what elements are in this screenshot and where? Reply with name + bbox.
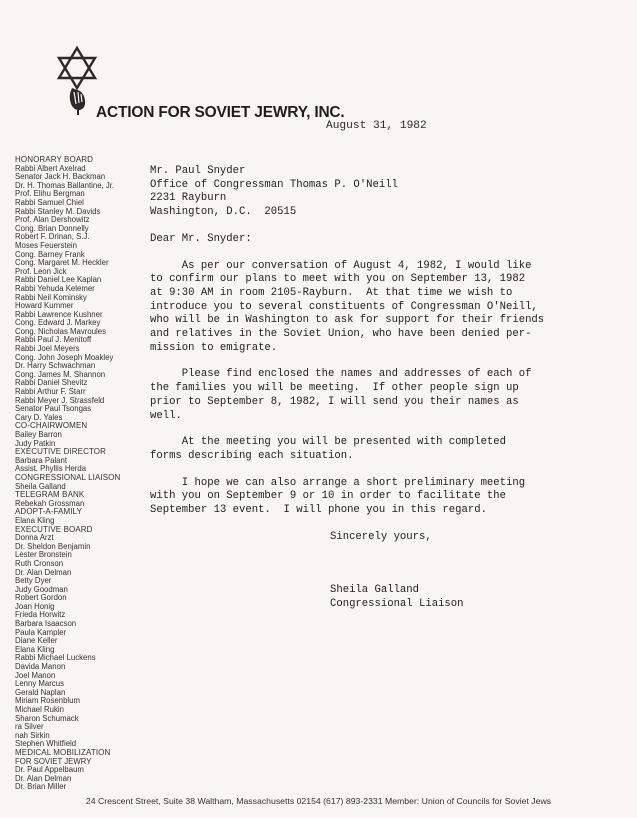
signature-space bbox=[330, 544, 620, 584]
letter-paragraph bbox=[150, 368, 620, 423]
paragraph-line: and relatives in the Soviet Union, who have been denied per- bbox=[150, 328, 532, 341]
sidebar-member: Paula Kampler bbox=[15, 627, 67, 637]
recipient-address bbox=[150, 165, 620, 220]
sidebar-member: Judy Patkin bbox=[15, 438, 56, 448]
sidebar-member: Frieda Horwitz bbox=[15, 610, 66, 620]
paragraph-line: to confirm our plans to meet with you on September 13, 1982 bbox=[150, 273, 526, 286]
org-name: ACTION FOR SOVIET JEWRY, INC. bbox=[96, 104, 345, 121]
sidebar-member: nah Sirkin bbox=[15, 730, 50, 740]
sidebar-member: Dr. Harry Schwachman bbox=[15, 361, 96, 371]
paragraph-line: at 9:30 AM in room 2105-Rayburn. At that time we wish to bbox=[150, 286, 513, 299]
paragraph-line: prior to September 8, 1982, I will send you their names as bbox=[150, 395, 519, 408]
sidebar-member: Robert F. Drinan, S.J. bbox=[15, 232, 90, 242]
sidebar-member: Barbara Palant bbox=[15, 455, 68, 465]
paragraph-line: As per our conversation of August 4, 1982, I would like bbox=[150, 259, 532, 272]
sidebar-member: Donna Arzt bbox=[15, 533, 54, 543]
sidebar-section-heading: CO-CHAIRWOMEN bbox=[15, 421, 88, 431]
paragraph-line: the families you will be meeting. If other people sign up bbox=[150, 382, 519, 395]
salutation: Dear Mr. Snyder: bbox=[150, 232, 252, 245]
sidebar-member: Dr. H. Thomas Ballantine, Jr. bbox=[15, 180, 115, 190]
sidebar-section bbox=[15, 526, 145, 749]
paragraph-line: forms describing each situation. bbox=[150, 449, 354, 462]
sidebar-section bbox=[15, 474, 145, 491]
sidebar-member: Prof. Leon Jick bbox=[15, 266, 67, 276]
letterhead-footer: 24 Crescent Street, Suite 38 Waltham, Massachusetts 02154 (617) 893-2331 Member: Union of Councils for Soviet Jews bbox=[85, 796, 552, 806]
sidebar-section-heading: EXECUTIVE BOARD bbox=[15, 524, 93, 534]
paragraph-line: September 13 event. I will phone you in this regard. bbox=[150, 504, 487, 517]
sidebar-section bbox=[15, 491, 145, 508]
letter-paragraph bbox=[150, 260, 620, 356]
sidebar-member: Dr. Brian Miller bbox=[15, 782, 67, 792]
sidebar-member: Senator Paul Tsongas bbox=[15, 404, 92, 414]
paragraph-line: At the meeting you will be presented with completed bbox=[150, 436, 507, 449]
sidebar-member: Rabbi Lawrence Kushner bbox=[15, 309, 103, 319]
sidebar-member: Cong. John Joseph Moakley bbox=[15, 352, 114, 362]
sidebar-section-heading: HONORARY BOARD bbox=[15, 155, 94, 164]
sidebar-section-heading: TELEGRAM BANK bbox=[15, 490, 85, 500]
sidebar-board-list bbox=[15, 156, 145, 792]
sidebar-member: Cong. Nicholas Mavroules bbox=[15, 326, 107, 336]
sidebar-member: Judy Goodman bbox=[15, 584, 68, 594]
closing-block bbox=[150, 531, 620, 612]
sidebar-member: Assist. Phyllis Herda bbox=[15, 464, 87, 474]
sidebar-section bbox=[15, 422, 145, 448]
sidebar-member: Dr. Alan Delman bbox=[15, 567, 72, 577]
sidebar-member: Rabbi Samuel Chiel bbox=[15, 197, 84, 207]
spacer bbox=[150, 355, 620, 368]
address-line: Office of Congressman Thomas P. O'Neill bbox=[150, 178, 398, 191]
paragraph-line: mission to emigrate. bbox=[150, 341, 278, 354]
sidebar-member: Rabbi Daniel Lee Kaplan bbox=[15, 275, 102, 285]
sidebar-member: Dr. Sheldon Benjamin bbox=[15, 541, 91, 551]
sidebar-member: Betty Dyer bbox=[15, 576, 52, 586]
sidebar-member: Moses Feuerstein bbox=[15, 240, 77, 250]
paragraph-line: Please find enclosed the names and addresses of each of bbox=[150, 368, 532, 381]
sidebar-member: Robert Gordon bbox=[15, 593, 67, 603]
address-line: 2231 Rayburn bbox=[150, 192, 227, 205]
sidebar-member: FOR SOVIET JEWRY bbox=[15, 756, 92, 766]
signer-name: Sheila Galland bbox=[330, 584, 420, 597]
sidebar-member: Rabbi Arthur F. Starr bbox=[15, 387, 86, 397]
paragraph-line: well. bbox=[150, 409, 182, 422]
address-line: Mr. Paul Snyder bbox=[150, 165, 246, 177]
sidebar-member: Rabbi Michael Luckens bbox=[15, 653, 96, 663]
sidebar-member: Cong. Margaret M. Heckler bbox=[15, 258, 109, 268]
sidebar-member: Miriam Rosenblum bbox=[15, 696, 80, 706]
sidebar-member: Elana Kling bbox=[15, 515, 55, 525]
sidebar-member: Senator Jack H. Backman bbox=[15, 172, 106, 182]
sidebar-member: Cong. Brian Donnelly bbox=[15, 223, 89, 233]
address-line: Washington, D.C. 20515 bbox=[150, 206, 297, 219]
sidebar-section-heading: CONGRESSIONAL LIAISON bbox=[15, 472, 121, 482]
sidebar-member: Lenny Marcus bbox=[15, 679, 64, 689]
sidebar-member: Sharon Schumack bbox=[15, 713, 79, 723]
sidebar-member: Rabbi Paul J. Menitoff bbox=[15, 335, 92, 345]
letter-paragraphs bbox=[150, 260, 620, 531]
sidebar-section-heading: ADOPT-A-FAMILY bbox=[15, 507, 83, 517]
sidebar-section-heading: MEDICAL MOBILIZATION bbox=[15, 747, 111, 757]
sidebar-member: Cong. James M. Shannon bbox=[15, 369, 106, 379]
letter-body bbox=[150, 165, 620, 612]
paragraph-line: who will be in Washington to ask for support for their friends bbox=[150, 314, 545, 327]
sidebar-member: Howard Kummer bbox=[15, 301, 74, 311]
spacer bbox=[150, 464, 620, 477]
letter-paragraph bbox=[150, 436, 620, 463]
sidebar-member: Dr. Alan Delman bbox=[15, 773, 72, 783]
sidebar-member: Cary D. Yales bbox=[15, 412, 63, 422]
sidebar-member: Ruth Cronson bbox=[15, 558, 64, 568]
paragraph-line: I hope we can also arrange a short preliminary meeting bbox=[150, 476, 526, 489]
sidebar-member: Rabbi Albert Axelrad bbox=[15, 163, 86, 173]
sidebar-member: Davida Manon bbox=[15, 662, 66, 672]
letter-paragraph bbox=[150, 477, 620, 518]
sidebar-member: Rabbi Daniel Shevitz bbox=[15, 378, 88, 388]
sidebar-member: Bailey Barron bbox=[15, 430, 62, 439]
sidebar-member: Cong. Barney Frank bbox=[15, 249, 85, 259]
sidebar-member: Gerald Naplan bbox=[15, 687, 66, 697]
sidebar-member: ra Silver bbox=[15, 722, 44, 732]
paragraph-line: with you on September 9 or 10 in order to facilitate the bbox=[150, 490, 507, 503]
sidebar-section bbox=[15, 508, 145, 525]
sidebar-section bbox=[15, 749, 145, 792]
sidebar-member: Sheila Galland bbox=[15, 481, 66, 491]
sidebar-member: Rabbi Meyer J. Strassfeld bbox=[15, 395, 105, 405]
sidebar-section bbox=[15, 448, 145, 474]
spacer bbox=[150, 247, 620, 260]
sidebar-member: Elana Kling bbox=[15, 644, 55, 654]
sidebar-member: Michael Rukin bbox=[15, 705, 64, 714]
sidebar-member: Joel Manon bbox=[15, 670, 56, 680]
sidebar-member: Rabbi Joel Meyers bbox=[15, 344, 80, 354]
sidebar-section-heading: EXECUTIVE DIRECTOR bbox=[15, 447, 106, 457]
spacer bbox=[150, 423, 620, 436]
sidebar-member: Rabbi Stanley M. Davids bbox=[15, 206, 101, 216]
sidebar-member: Diane Keller bbox=[15, 636, 58, 646]
paragraph-line: introduce you to several constituents of Congressman O'Neill, bbox=[150, 300, 538, 313]
sidebar-member: Cong. Edward J. Markey bbox=[15, 318, 101, 328]
sidebar-member: Dr. Paul Appelbaum bbox=[15, 765, 84, 775]
sidebar-member: Lester Bronstein bbox=[15, 550, 72, 560]
spacer bbox=[150, 518, 620, 531]
sidebar-member: Barbara Isaacson bbox=[15, 619, 77, 629]
sidebar-member: Prof. Alan Dershowitz bbox=[15, 215, 90, 225]
sidebar-section bbox=[15, 156, 145, 422]
sidebar-member: Stephen Whitfield bbox=[15, 739, 77, 749]
signer-title: Congressional Liaison bbox=[330, 598, 464, 611]
sidebar-member: Rabbi Yehuda Kelemer bbox=[15, 283, 95, 293]
sidebar-member: Rabbi Neil Kominsky bbox=[15, 292, 87, 302]
closing: Sincerely yours, bbox=[330, 530, 432, 543]
sidebar-member: Joan Honig bbox=[15, 601, 55, 611]
spacer bbox=[150, 220, 620, 233]
letter-date: August 31, 1982 bbox=[326, 120, 427, 132]
sidebar-member: Rebekah Grossman bbox=[15, 498, 85, 508]
sidebar-member: Prof. Elihu Bergman bbox=[15, 189, 85, 199]
